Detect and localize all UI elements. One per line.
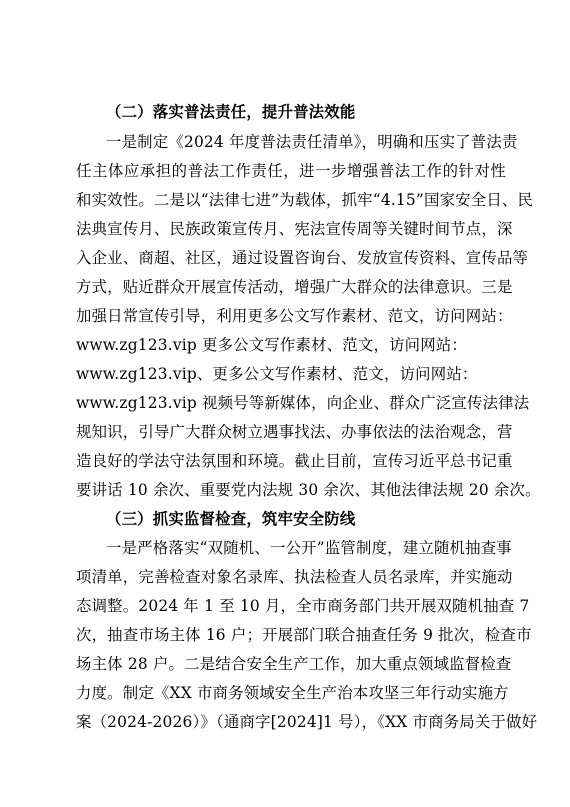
section2-line-5: 入企业、商超、社区，通过设置咨询台、发放宣传资料、宣传品等 xyxy=(76,249,529,267)
section2-line-9: www.zg123.vip、更多公文写作素材、范文，访问网站： xyxy=(76,365,478,383)
section3-line-1: 一是严格落实“双随机、一公开”监管制度，建立随机抽查事 xyxy=(106,539,512,557)
section2-line-8: www.zg123.vip 更多公文写作素材、范文，访问网站： xyxy=(76,336,468,354)
section3-line-4: 次，抽查市场主体 16 户；开展部门联合抽查任务 9 批次，检查市 xyxy=(76,626,532,644)
section2-line-3: 和实效性。二是以“法律七进”为载体，抓牢“4.15”国家安全日、民 xyxy=(76,191,534,209)
section2-line-2: 任主体应承担的普法工作责任，进一步增强普法工作的针对性 xyxy=(76,162,506,180)
section2-line-13: 要讲话 10 余次、重要党内法规 30 余次、其他法律法规 20 余次。 xyxy=(76,481,541,499)
section2-line-1: 一是制定《2024 年度普法责任清单》，明确和压实了普法责 xyxy=(106,133,518,151)
section2-line-4: 法典宣传月、民族政策宣传月、宪法宣传周等关键时间节点，深 xyxy=(76,220,513,238)
section3-line-3: 态调整。2024 年 1 至 10 月，全市商务部门共开展双随机抽查 7 xyxy=(76,597,530,615)
section2-line-7: 加强日常宣传引导，利用更多公文写作素材、范文，访问网站： xyxy=(76,307,513,325)
section3-line-6: 力度。制定《XX 市商务领域安全生产治本攻坚三年行动实施方 xyxy=(76,684,509,702)
section2-line-12: 造良好的学法守法氛围和环境。截止目前，宣传习近平总书记重 xyxy=(76,452,513,470)
section3-line-7: 案（2024-2026）》（通商字[2024]1 号），《XX 市商务局关于做好 xyxy=(76,713,538,731)
section2-heading: （二）落实普法责任，提升普法效能 xyxy=(106,103,356,121)
section2-line-6: 方式，贴近群众开展宣传活动，增强广大群众的法律意识。三是 xyxy=(76,278,513,296)
section3-heading: （三）抓实监督检查，筑牢安全防线 xyxy=(106,510,356,528)
section3-line-5: 场主体 28 户。二是结合安全生产工作，加大重点领域监督检查 xyxy=(76,655,512,673)
section3-line-2: 项清单，完善检查对象名录库、执法检查人员名录库，并实施动 xyxy=(76,568,513,586)
section2-line-11: 规知识，引导广大群众树立遇事找法、办事依法的法治观念，营 xyxy=(76,423,513,441)
section2-line-10: www.zg123.vip 视频号等新媒体，向企业、群众广泛宣传法律法 xyxy=(76,394,530,412)
